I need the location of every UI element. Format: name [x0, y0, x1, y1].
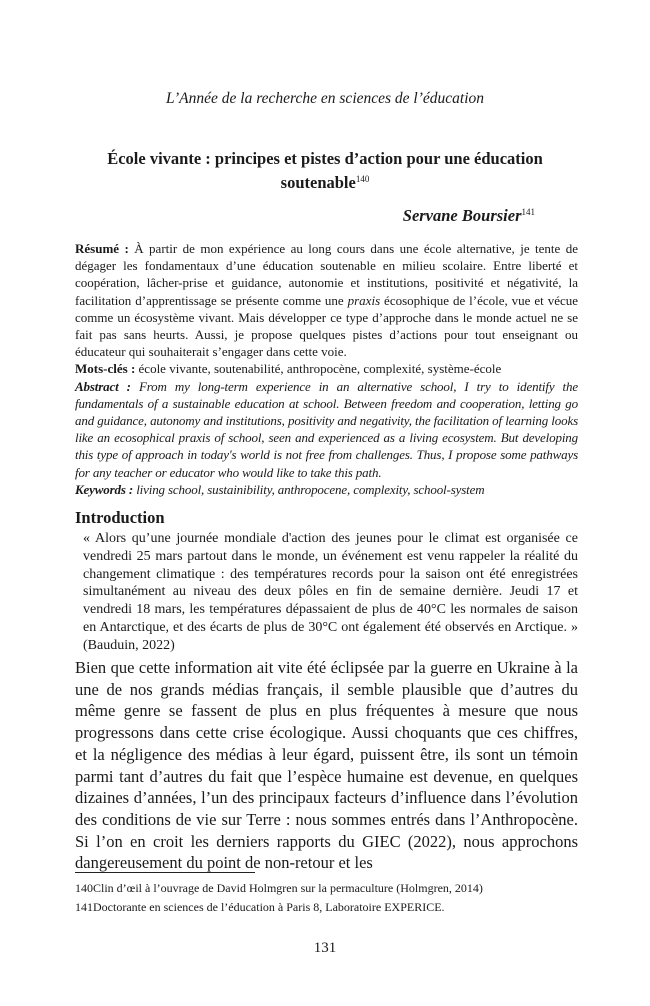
- keywords-label: Keywords :: [75, 481, 134, 497]
- resume-text: À partir de mon expérience au long cours dans une école alternative, je tente de dégager les fondamentaux d’une éducation soutenable en milieu scolaire. Entre liberté et coopération, lâcher-prise et guidance, autonomie et institutions, positivité et négativité, la facilitation d’apprentissage se présente comme une: [75, 241, 578, 308]
- author-name: Servane Boursier: [402, 206, 522, 225]
- mots-cles-paragraph: [75, 360, 578, 377]
- abstract-text: From my long-term experience in an alternative school, I try to identify the fundamentals of a sustainable education at school. Between freedom and cooperation, letting go and guidance, autonomy and institutions, positivity and negativity, the facilitation of learning looks like an ecosophical praxis of school, seen and experienced as a living ecosystem. But developing this type of approach in today's world is not free from challenges. Thus, I propose some pathways for any teacher or educator who would like to take this path.: [75, 378, 578, 480]
- page-number: 131: [313, 940, 337, 956]
- footnote-141: 141Doctorante en sciences de l’éducation à Paris 8, Laboratoire EXPERICE.: [75, 900, 445, 914]
- body-paragraph: Bien que cette information ait vite été éclipsée par la guerre en Ukraine à la une de nos grands médias français, il semble plausible que d’autres du même genre se fassent de plus en plus fréquentes à mesure que nous progressons dans cette crise écologique. Aussi choquants que ces chiffres, et la négligence des médias à leur égard, puissent être, ils sont un témoin parmi tant d’autres du fait que l’espèce humaine est devenue, en quelques dizaines d’années, l’un des principaux facteurs d’influence dans l’évolution des conditions de vie sur Terre : nous sommes entrés dans l’Anthropocène. Si l’on en croit les derniers rapports du GIEC (2022), nous approchons dangereusement du point de non-retour et les: [75, 658, 578, 873]
- footnote-divider: [75, 872, 255, 873]
- keywords-paragraph: [75, 481, 578, 498]
- footnote-140: 140Clin d’œil à l’ouvrage de David Holmgren sur la permaculture (Holmgren, 2014): [75, 881, 483, 895]
- resume-emphasis: praxis: [347, 292, 381, 308]
- mots-cles-label: Mots-clés :: [75, 361, 136, 377]
- block-quote: « Alors qu’une journée mondiale d'action des jeunes pour le climat est organisée ce vendredi 25 mars partout dans le monde, un événement est venu rappeler la réalité du changement climatique : des températures records pour la saison ont été enregistrées simultanément au niveau des deux pôles en fin de semaine dernière. Jeudi 17 et vendredi 18 mars, les températures dépassaient de plus de 40°C les normales de saison en Antarctique, et des écarts de plus de 30°C ont également été observés en Arctique. » (Bauduin, 2022): [83, 531, 578, 653]
- article-author: [403, 206, 535, 226]
- abstract-label: Abstract :: [75, 378, 131, 394]
- resume-paragraph: [75, 240, 578, 360]
- abstract-block: [75, 240, 578, 498]
- mots-cles-text: école vivante, soutenabilité, anthropocène, complexité, système-école: [135, 361, 502, 377]
- running-head: L’Année de la recherche en sciences de l’éducation: [165, 90, 485, 107]
- keywords-text: living school, sustainibility, anthropocene, complexity, school-system: [133, 481, 485, 497]
- article-title: [80, 148, 570, 193]
- resume-label: Résumé :: [75, 241, 129, 256]
- footnotes: [75, 879, 578, 917]
- resume-text-continued: écosophique de l’école, vue et vécue comme un écosystème vivant. Mais développer ce type d’approche dans le monde actuel ne se fait pas sans heurts. Aussi, je propose quelques pistes d’actions pour tout enseignant ou éducateur qui souhaiterait s’engager dans cette voie.: [75, 292, 578, 360]
- body-text: [75, 657, 578, 874]
- article-title-text: École vivante : principes et pistes d’action pour une éducation soutenable: [107, 149, 543, 192]
- section-heading: Introduction: [75, 508, 165, 527]
- abstract-paragraph: [75, 378, 578, 481]
- title-footnote-marker[interactable]: 140: [355, 174, 370, 184]
- author-footnote-marker[interactable]: 141: [521, 207, 535, 217]
